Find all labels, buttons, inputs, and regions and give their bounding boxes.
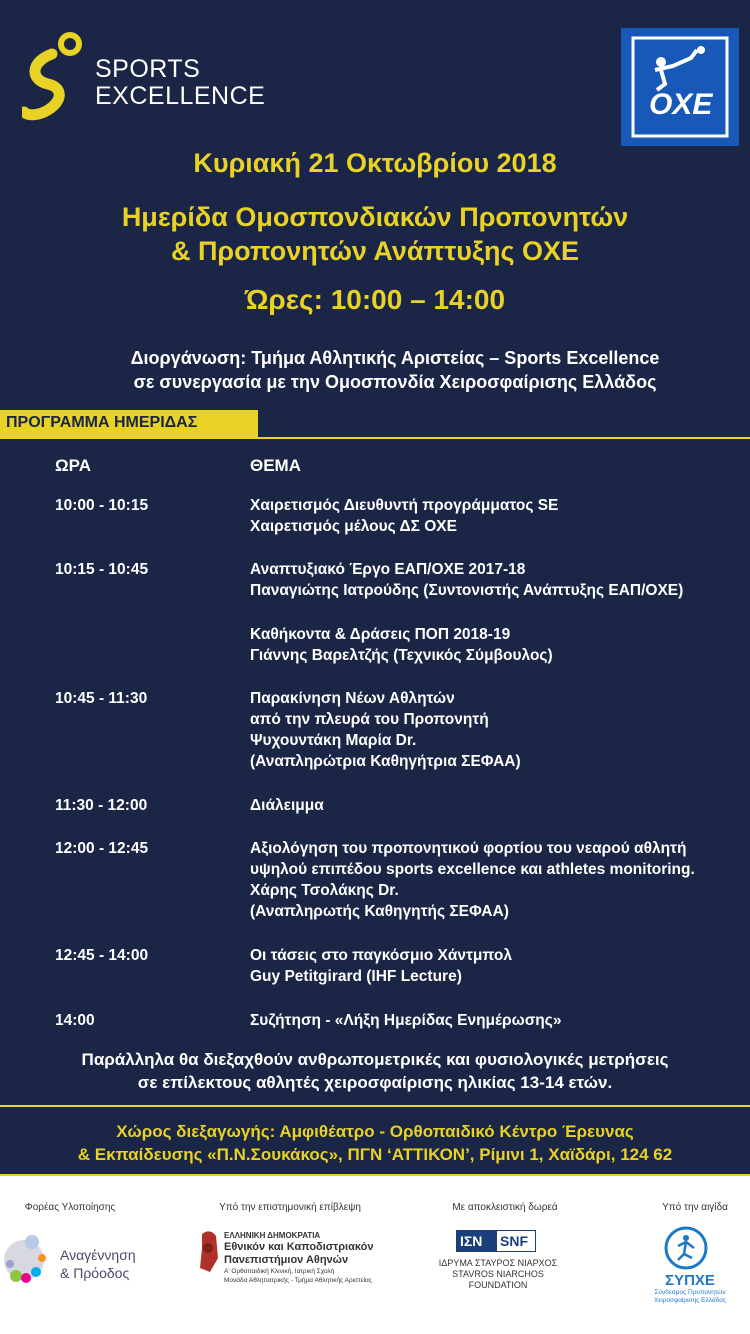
venue-line1: Χώρος διεξαγωγής: Αμφιθέατρο - Ορθοπαιδικό Κέντρο Έρευνας [116, 1122, 634, 1141]
schedule-time: 14:00 [55, 1012, 95, 1029]
schedule-topic-line: Χαιρετισμός Διευθυντή προγράμματος SE [250, 497, 559, 514]
venue-divider-top [0, 1105, 750, 1107]
schedule-topic [250, 945, 730, 987]
uoa-line4: Α' Ορθοπαιδική Κλινική, Ιατρική Σχολή [224, 1268, 335, 1275]
uoa-line1: ΕΛΛΗΝΙΚΗ ΔΗΜΟΚΡΑΤΙΑ [224, 1231, 321, 1240]
column-header-topic: ΘΕΜΑ [250, 456, 301, 475]
schedule-topic-line: Ψυχουντάκη Μαρία Dr. [250, 732, 417, 749]
snf-name [430, 1258, 566, 1291]
schedule-topic-line: (Αναπληρωτής Καθηγητής ΣΕΦΑΑ) [250, 903, 509, 920]
uoa-line2: Εθνικόν και Καποδιστριακόν [224, 1241, 374, 1253]
schedule-topic-line: Παρακίνηση Νέων Αθλητών [250, 690, 455, 707]
measurements-note-line1: Παράλληλα θα διεξαχθούν ανθρωπομετρικές και φυσιολογικές μετρήσεις [81, 1050, 669, 1069]
sports-excellence-logo [22, 32, 266, 122]
schedule-topic-line: Συζήτηση - «Λήξη Ημερίδας Ενημέρωσης» [250, 1012, 562, 1029]
program-divider [0, 437, 750, 439]
brand-line1: SPORTS [95, 55, 201, 83]
schedule-topic-line: (Αναπληρώτρια Καθηγήτρια ΣΕΦΑΑ) [250, 753, 521, 770]
sports-excellence-mark-icon [22, 32, 92, 122]
anagennisi-name-line1: Αναγέννηση [60, 1247, 136, 1263]
sponsor-label: Υπό την επιστημονική επίβλεψη [219, 1202, 361, 1213]
athena-head-icon [196, 1228, 220, 1274]
sypxe-sub1: Σύνδεσμος Προπονητών [654, 1289, 726, 1296]
venue-line2: & Εκπαίδευσης «Π.Ν.Σουκάκος», ΠΓΝ ‘ΑΤΤΙΚΟΝ’, Ρίμινι 1, Χαϊδάρι, 124 62 [77, 1145, 673, 1164]
schedule-topic-line: Διάλειμμα [250, 797, 324, 814]
snf-logo-gr: ΙΣΝ [460, 1233, 483, 1249]
snf-line4: STAVROS NIARCHOS [452, 1269, 544, 1279]
schedule-time: 10:45 - 11:30 [55, 690, 148, 707]
organizer-line1: Διοργάνωση: Τμήμα Αθλητικής Αριστείας – Sports Excellence [130, 348, 660, 368]
schedule-topic-line: Αναπτυξιακό Έργο ΕΑΠ/ΟΧΕ 2017-18 [250, 561, 526, 578]
sypxe-name [630, 1272, 750, 1305]
event-date: Κυριακή 21 Οκτωβρίου 2018 [193, 148, 557, 178]
oxe-logo-text: ΟΧΕ [649, 88, 713, 121]
schedule-topic [250, 795, 730, 816]
sypxe-sub2: Χειροσφαίρισης Ελλάδος [654, 1297, 726, 1304]
program-heading-bar [0, 410, 258, 438]
snf-line3: ΙΔΡΥΜΑ ΣΤΑΥΡΟΣ ΝΙΑΡΧΟΣ [438, 1258, 558, 1268]
schedule-time: 11:30 - 12:00 [55, 797, 148, 814]
schedule-topic-line: Οι τάσεις στο παγκόσμιο Χάντμπολ [250, 947, 512, 964]
schedule-time: 12:45 - 14:00 [55, 947, 149, 964]
measurements-note-line2: σε επίλεκτους αθλητές χειροσφαίρισης ηλικίας 13-14 ετών. [137, 1073, 613, 1092]
uoa-line5: Μονάδα Αθλητιατρικής - Τμήμα Αθλητικής Αριστείας [224, 1277, 372, 1284]
event-hours: Ώρες: 10:00 – 14:00 [244, 284, 506, 315]
schedule-topic-line: Γιάννης Βαρελτζής (Τεχνικός Σύμβουλος) [250, 647, 553, 664]
schedule-time: 10:15 - 10:45 [55, 561, 149, 578]
snf-line5: FOUNDATION [468, 1280, 528, 1290]
anagennisi-logo-icon [2, 1228, 62, 1304]
event-title-line2: & Προπονητών Ανάπτυξης ΟΧΕ [170, 236, 580, 266]
anagennisi-name [60, 1246, 136, 1282]
schedule-topic-line: Χάρης Τσολάκης Dr. [250, 882, 399, 899]
handball-player-icon [621, 28, 739, 146]
schedule-topic [250, 1010, 730, 1031]
uoa-line3: Πανεπιστήμιον Αθηνών [224, 1254, 349, 1266]
sypxe-logo-icon [664, 1226, 708, 1270]
schedule-topic-line: Guy Petitgirard (IHF Lecture) [250, 968, 462, 985]
snf-logo-icon [456, 1230, 536, 1252]
sponsors-strip [0, 1176, 750, 1334]
brand-line2: EXCELLENCE [95, 82, 266, 110]
schedule-topic-line: από την πλευρά του Προπονητή [250, 711, 489, 728]
schedule-topic [250, 624, 730, 666]
schedule-topic [250, 495, 730, 537]
schedule-topic [250, 688, 730, 772]
snf-logo-en: SNF [500, 1233, 528, 1249]
organizer-line2: σε συνεργασία με την Ομοσπονδία Χειροσφαίρισης Ελλάδος [133, 372, 657, 392]
schedule-topic-line: Παναγιώτης Ιατρούδης (Συντονιστής Ανάπτυξης ΕΑΠ/ΟΧΕ) [250, 582, 684, 599]
sypxe-title: ΣΥΠΧΕ [665, 1272, 715, 1289]
event-title-line1: Ημερίδα Ομοσπονδιακών Προπονητών [121, 202, 629, 232]
sponsor-label: Με αποκλειστική δωρεά [452, 1202, 558, 1213]
sponsor-label: Φορέας Υλοποίησης [24, 1202, 116, 1213]
schedule-topic-line: Καθήκοντα & Δράσεις ΠΟΠ 2018-19 [250, 626, 511, 643]
schedule-topic-line: Αξιολόγηση του προπονητικού φορτίου του νεαρού αθλητή [250, 840, 687, 857]
sponsor-label: Υπό την αιγίδα [662, 1202, 728, 1213]
schedule-time: 12:00 - 12:45 [55, 840, 149, 857]
oxe-logo [621, 28, 739, 146]
anagennisi-name-line2: & Πρόοδος [60, 1265, 130, 1281]
column-header-time: ΩΡΑ [55, 456, 91, 475]
schedule-time: 10:00 - 10:15 [55, 497, 149, 514]
program-heading: ΠΡΟΓΡΑΜΜΑ ΗΜΕΡΙΔΑΣ [6, 414, 198, 431]
schedule-topic-line: Χαιρετισμός μέλους ΔΣ ΟΧΕ [250, 518, 457, 535]
schedule-topic-line: υψηλού επιπέδου sports excellence και athletes monitoring. [250, 861, 695, 878]
uoa-name [224, 1230, 414, 1285]
schedule-topic [250, 559, 730, 601]
schedule-topic [250, 838, 730, 922]
